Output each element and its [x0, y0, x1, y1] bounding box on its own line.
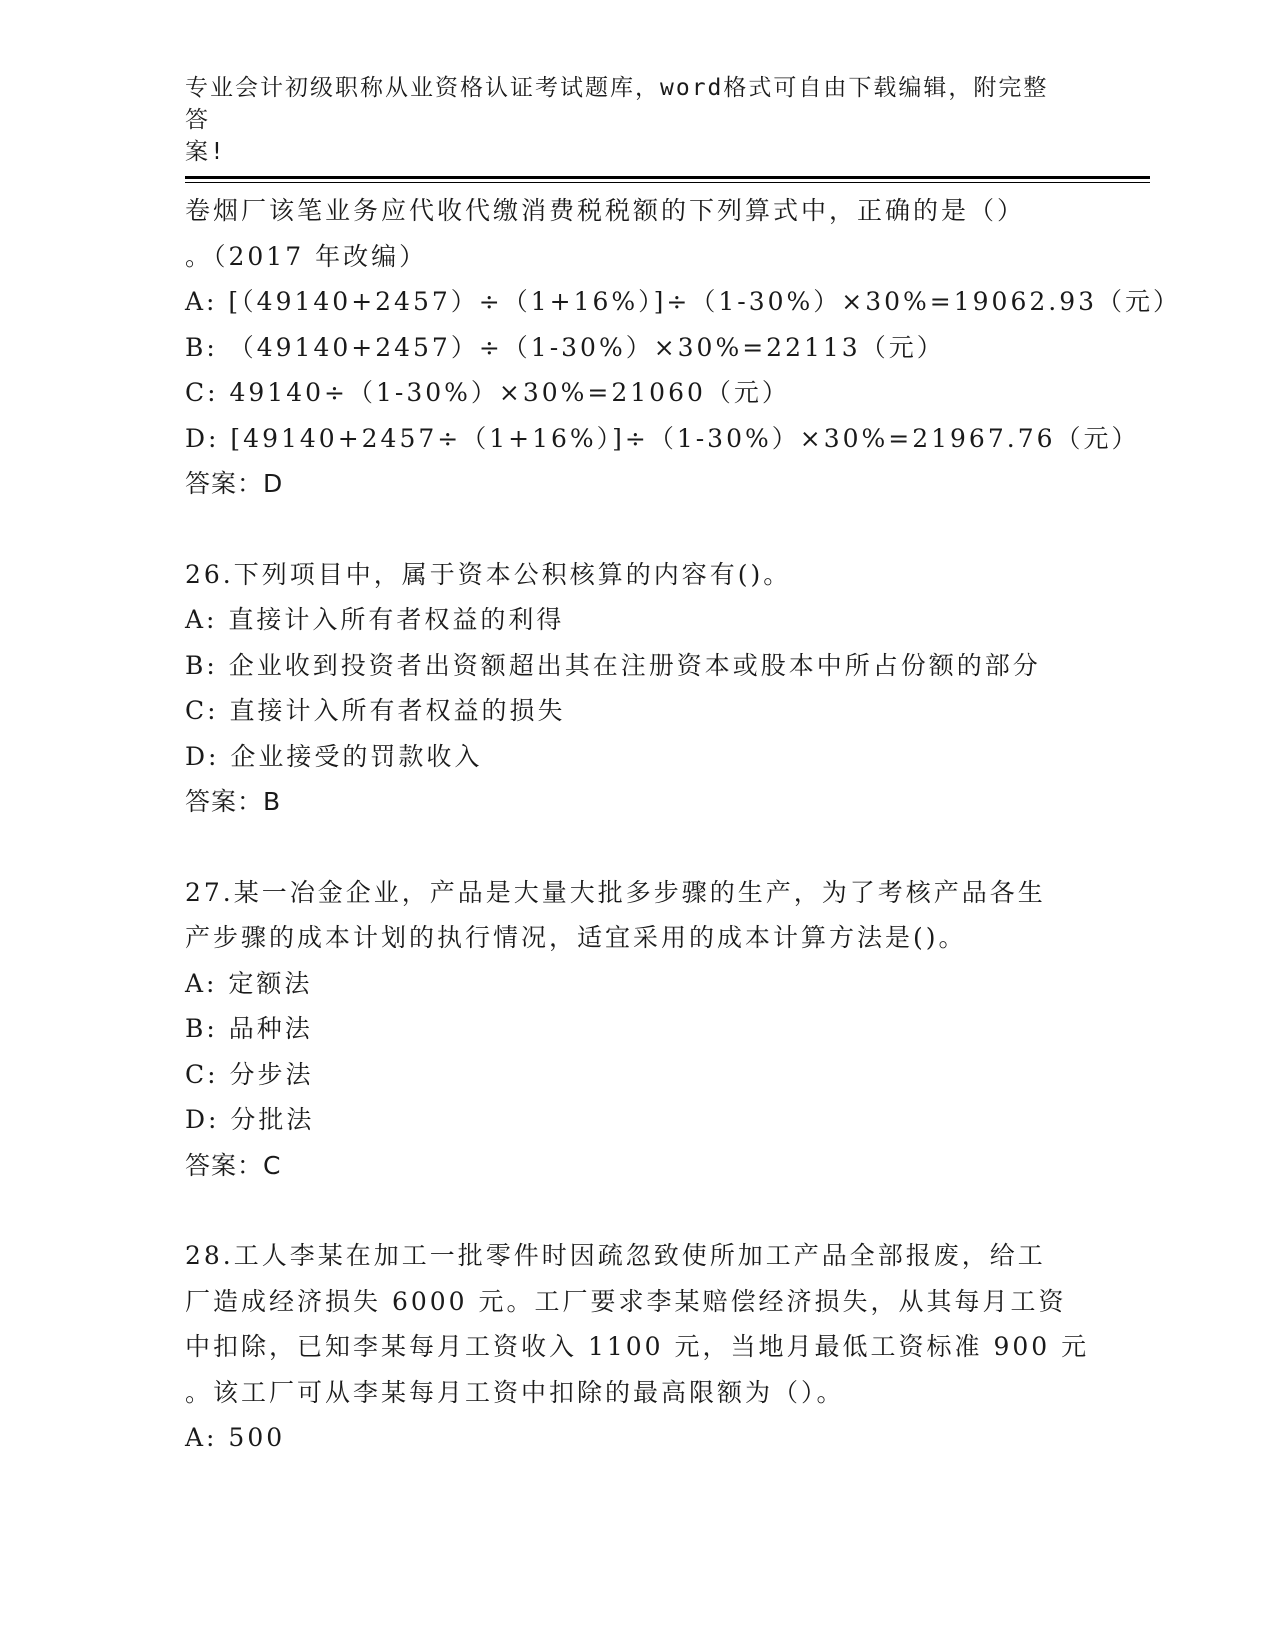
question-stem: 26.下列项目中，属于资本公积核算的内容有()。 [185, 559, 792, 589]
option-d: D: 企业接受的罚款收入 [185, 741, 483, 771]
header-divider-thick [185, 176, 1150, 179]
question-26 [185, 552, 1085, 825]
spacer [185, 1188, 1085, 1233]
option-b: B: 企业收到投资者出资额超出其在注册资本或股本中所占份额的部分 [185, 650, 1041, 680]
question-stem: 厂造成经济损失 6000 元。工厂要求李某赔偿经济损失，从其每月工资 [185, 1286, 1067, 1316]
question-stem: 。该工厂可从李某每月工资中扣除的最高限额为（）。 [185, 1377, 845, 1407]
question-stem: 。（2017 年改编） [185, 241, 428, 271]
document-body [185, 188, 1182, 1461]
option-a: A: 直接计入所有者权益的利得 [185, 605, 565, 634]
option-d: D: 分批法 [185, 1105, 315, 1134]
question-stem: 产步骤的成本计划的执行情况，适宜采用的成本计算方法是()。 [185, 923, 967, 952]
option-b: B: 品种法 [185, 1014, 313, 1043]
question-stem: 卷烟厂该笔业务应代收代缴消费税税额的下列算式中，正确的是（） [185, 196, 1026, 225]
header-line-1: 专业会计初级职称从业资格认证考试题库，word格式可自由下载编辑，附完整答 [185, 75, 1049, 133]
option-c: C: 分步法 [185, 1059, 314, 1089]
question-stem: 28.工人李某在加工一批零件时因疏忽致使所加工产品全部报废，给工 [185, 1241, 1046, 1270]
header-line-2: 案! [185, 139, 226, 165]
question-27 [185, 870, 1085, 1189]
option-a: A: 定额法 [185, 968, 313, 998]
spacer [185, 825, 1085, 870]
option-d: D: [49140+2457÷（1+16%）]÷（1-30%）×30%=21967.76（元） [185, 423, 1140, 453]
option-a: A: 500 [185, 1423, 286, 1452]
question-stem: 中扣除，已知李某每月工资收入 1100 元，当地月最低工资标准 900 元 [185, 1332, 1090, 1361]
question-stem: 27.某一冶金企业，产品是大量大批多步骤的生产，为了考核产品各生 [185, 877, 1046, 907]
question-28 [185, 1233, 1090, 1461]
option-c: C: 直接计入所有者权益的损失 [185, 696, 566, 725]
answer: 答案：D [185, 469, 284, 498]
answer: 答案：B [185, 787, 282, 816]
page-header [185, 72, 1065, 168]
option-a: A: [（49140+2457）÷（1+16%）]÷（1-30%）×30%=19062.93（元） [185, 287, 1182, 316]
header-divider-thin [185, 182, 1150, 183]
question-25 [185, 188, 1182, 507]
spacer [185, 507, 1085, 552]
option-c: C: 49140÷（1-30%）×30%=21060（元） [185, 378, 790, 407]
option-b: B: （49140+2457）÷（1-30%）×30%=22113（元） [185, 332, 945, 362]
answer: 答案：C [185, 1150, 282, 1180]
